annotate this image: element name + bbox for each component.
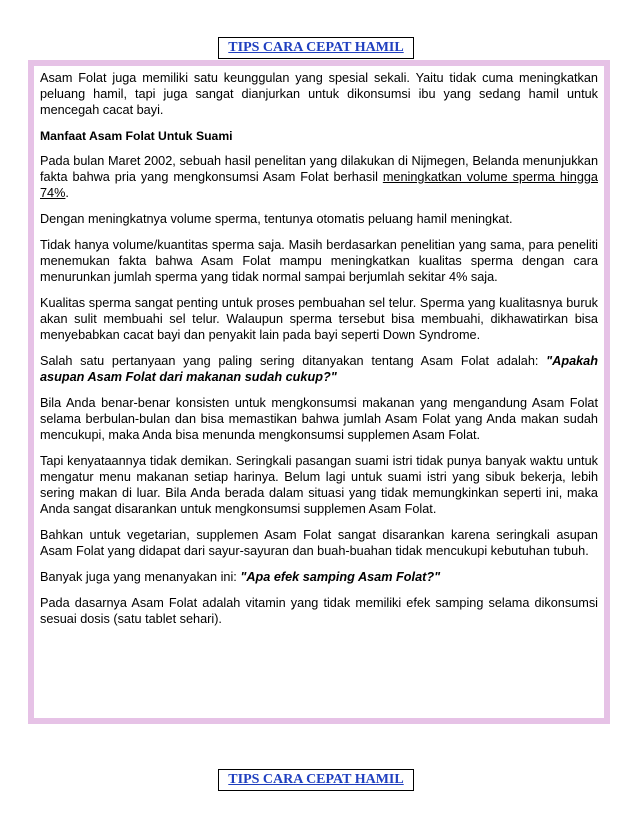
paragraph-reality: Tapi kenyataannya tidak demikan. Seringkali pasangan suami istri tidak punya banyak waktu untuk mengatur menu makanan setiap harinya. Belum lagi untuk suami istri yang sibuk bekerja, lebih sering makan di luar. Bila Anda berada dalam situasi yang tidak memungkinkan seperti ini, maka Anda sangat disarankan untuk mengkonsumsi supplemen Asam Folat. — [40, 454, 598, 516]
section-heading: Manfaat Asam Folat Untuk Suami — [40, 129, 233, 143]
question-text: Salah satu pertanyaan yang paling sering ditanyakan tentang Asam Folat adalah: — [40, 354, 547, 368]
header-title[interactable]: TIPS CARA CEPAT HAMIL — [218, 37, 414, 59]
side-effect-quote: "Apa efek samping Asam Folat?" — [240, 570, 441, 584]
paragraph-importance: Kualitas sperma sangat penting untuk proses pembuahan sel telur. Sperma yang kualitasnya buruk akan sulit membuahi sel telur. Walaupun sperma tersebut bisa membuahi, dikhawatirkan bisa menyebabkan cacat bayi dan penyakit lain pada bayi seperti Down Syndrome. — [40, 296, 598, 342]
sperm-volume-link[interactable]: meningkatkan volume sperma hingga 74% — [40, 170, 598, 200]
paragraph-consistent: Bila Anda benar-benar konsisten untuk mengkonsumsi makanan yang mengandung Asam Folat selama berbulan-bulan dan bisa memastikan bahwa jumlah Asam Folat yang Anda makan sudah mencukupi, maka Anda bisa menunda mengkonsumsi supplemen Asam Folat. — [40, 396, 598, 442]
question-quote: "Apakah asupan Asam Folat dari makanan sudah cukup?" — [40, 354, 598, 384]
paragraph-research — [40, 153, 598, 201]
research-end: . — [65, 186, 69, 200]
paragraph-intro: Asam Folat juga memiliki satu keunggulan yang spesial sekali. Yaitu tidak cuma meningkatkan peluang hamil, tapi juga sangat dianjurkan untuk dikonsumsi ibu yang sedang hamil untuk mencegah cacat bayi. — [40, 71, 598, 117]
paragraph-volume: Dengan meningkatnya volume sperma, tentunya otomatis peluang hamil meningkat. — [40, 212, 513, 226]
research-text: Pada bulan Maret 2002, sebuah hasil penelitan yang dilakukan di Nijmegen, Belanda menunjukkan fakta bahwa pria yang mengkonsumsi Asam Folat berhasil — [40, 154, 598, 184]
side-effect-text: Banyak juga yang menanyakan ini: — [40, 570, 241, 584]
paragraph-quality: Tidak hanya volume/kuantitas sperma saja. Masih berdasarkan penelitian yang sama, para peneliti menemukan fakta bahwa Asam Folat mampu meningkatkan kualitas sperma dengan cara menurunkan jumlah sperma yang tidak normal sampai berjumlah sekitar 4% saja. — [40, 238, 598, 284]
content-body — [34, 66, 604, 718]
footer-title[interactable]: TIPS CARA CEPAT HAMIL — [218, 769, 414, 791]
content-frame — [28, 60, 610, 724]
paragraph-conclusion: Pada dasarnya Asam Folat adalah vitamin yang tidak memiliki efek samping selama dikonsumsi sesuai dosis (satu tablet sehari). — [40, 596, 598, 626]
paragraph-question — [40, 353, 598, 385]
paragraph-vegetarian: Bahkan untuk vegetarian, supplemen Asam Folat sangat disarankan karena seringkali asupan Asam Folat yang didapat dari sayur-sayuran dan buah-buahan tidak mencukupi kebutuhan tubuh. — [40, 528, 598, 558]
paragraph-side-effect-question — [40, 569, 598, 585]
